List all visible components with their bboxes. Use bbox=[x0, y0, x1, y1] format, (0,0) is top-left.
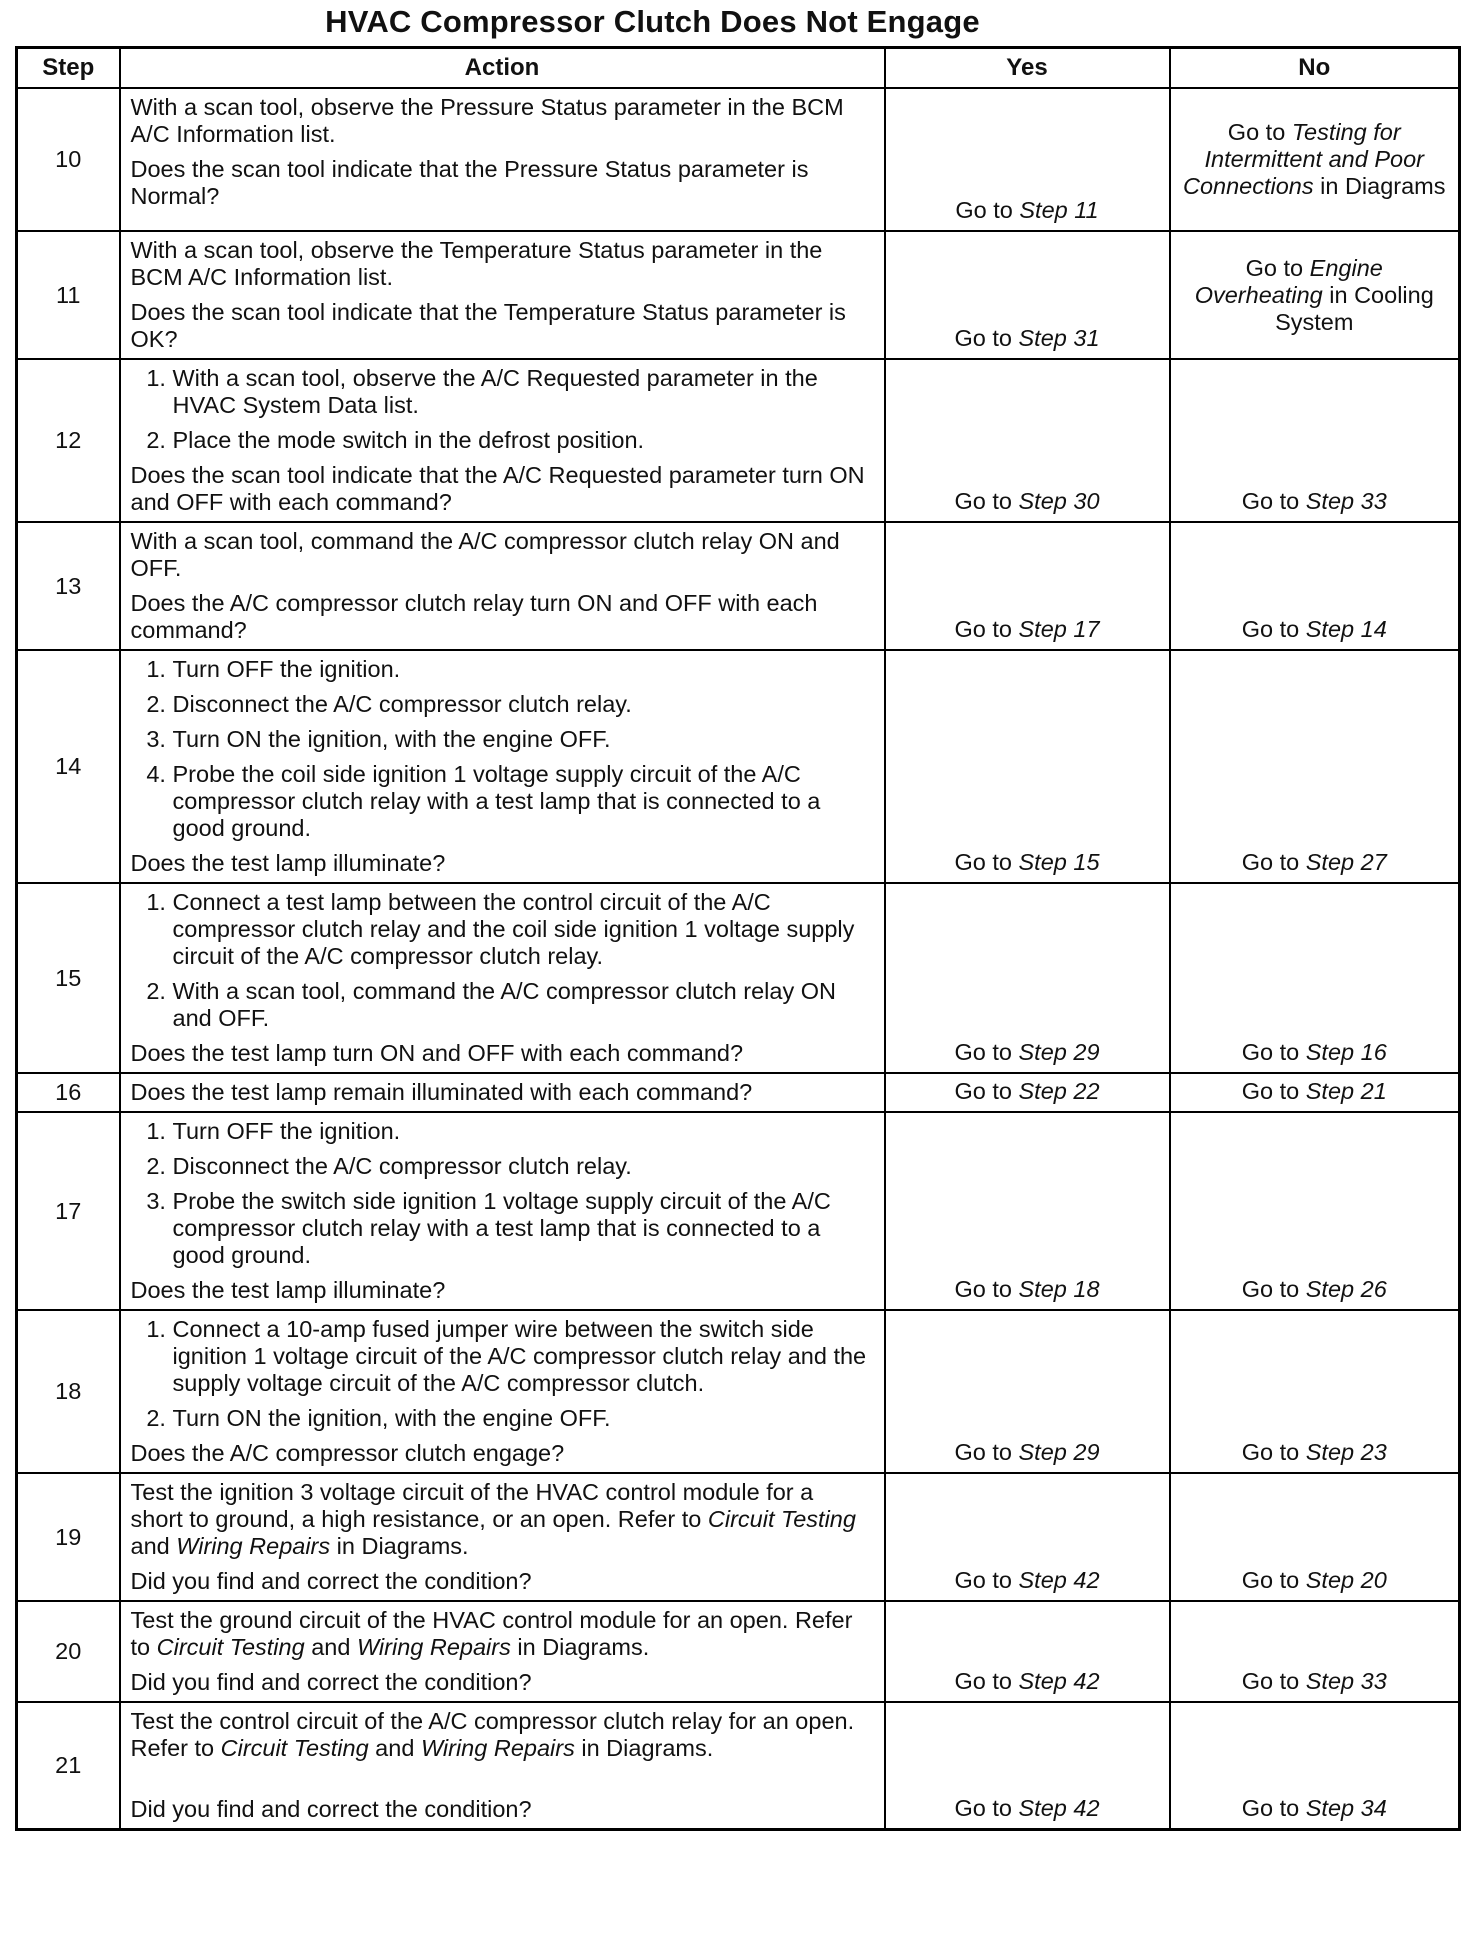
action-cell bbox=[120, 1112, 885, 1310]
go-to-text: Go to bbox=[954, 616, 1019, 642]
action-step-item: 3. Turn ON the ignition, with the engine OFF. bbox=[173, 726, 872, 753]
table-row bbox=[17, 883, 1460, 1073]
step-reference: Step 34 bbox=[1305, 1795, 1387, 1821]
table-row bbox=[17, 522, 1460, 650]
action-instruction bbox=[131, 1607, 872, 1661]
go-to-text: Go to bbox=[954, 1567, 1019, 1593]
go-to-text: Go to bbox=[1227, 119, 1292, 145]
go-to-text: Go to bbox=[954, 849, 1019, 875]
go-to-text: Go to bbox=[954, 1668, 1019, 1694]
action-question: Does the test lamp illuminate? bbox=[130, 1277, 446, 1303]
text-run: in Diagrams. bbox=[330, 1533, 469, 1559]
text-run: in Diagrams. bbox=[574, 1735, 714, 1761]
no-result bbox=[1170, 88, 1460, 231]
action-question: Did you find and correct the condition? bbox=[130, 1568, 532, 1594]
go-to-text: Go to bbox=[955, 197, 1020, 223]
action-cell bbox=[120, 522, 885, 650]
action-cell bbox=[120, 88, 885, 231]
text-run: in Diagrams. bbox=[510, 1634, 650, 1660]
action-steps-list bbox=[131, 1118, 872, 1269]
go-to-text: Go to bbox=[1241, 616, 1306, 642]
table-row bbox=[17, 1112, 1460, 1310]
action-step-item: 1. Turn OFF the ignition. bbox=[173, 656, 872, 683]
page-title: HVAC Compressor Clutch Does Not Engage bbox=[325, 4, 980, 39]
go-to-text: Go to bbox=[1241, 1276, 1306, 1302]
go-to-text: Go to bbox=[1241, 1795, 1306, 1821]
reference-text: Wiring Repairs bbox=[420, 1735, 575, 1761]
no-result bbox=[1170, 1601, 1460, 1702]
yes-result bbox=[885, 1702, 1170, 1830]
diagnostic-table bbox=[15, 46, 1461, 1831]
action-cell bbox=[120, 1473, 885, 1601]
step-number: 10 bbox=[17, 88, 120, 231]
header-action: Action bbox=[120, 48, 885, 89]
step-reference: Step 22 bbox=[1018, 1078, 1100, 1104]
action-step-item: 2. Place the mode switch in the defrost position. bbox=[173, 427, 872, 454]
step-number: 21 bbox=[17, 1702, 120, 1830]
step-reference: Step 29 bbox=[1018, 1439, 1100, 1465]
go-to-text: Go to bbox=[954, 325, 1019, 351]
action-question: Did you find and correct the condition? bbox=[130, 1669, 532, 1695]
text-run: and bbox=[368, 1735, 421, 1761]
action-question: Does the test lamp remain illuminated with each command? bbox=[130, 1079, 753, 1105]
step-reference: Step 14 bbox=[1305, 616, 1387, 642]
yes-result bbox=[885, 883, 1170, 1073]
step-reference: Step 21 bbox=[1305, 1078, 1387, 1104]
action-instruction: With a scan tool, command the A/C compressor clutch relay ON and OFF. bbox=[130, 528, 840, 581]
no-result bbox=[1170, 522, 1460, 650]
action-cell bbox=[120, 1601, 885, 1702]
action-step-item: 2. Disconnect the A/C compressor clutch relay. bbox=[173, 1153, 872, 1180]
yes-result bbox=[885, 1601, 1170, 1702]
action-instruction: With a scan tool, observe the Pressure Status parameter in the BCM A/C Information list. bbox=[130, 94, 844, 147]
action-cell bbox=[120, 1310, 885, 1473]
table-row bbox=[17, 650, 1460, 883]
step-reference: Step 30 bbox=[1018, 488, 1100, 514]
no-result bbox=[1170, 231, 1460, 359]
step-reference: Step 11 bbox=[1019, 197, 1099, 223]
action-instruction: With a scan tool, observe the Temperature Status parameter in the BCM A/C Information list. bbox=[130, 237, 823, 290]
reference-text: Circuit Testing bbox=[220, 1735, 369, 1761]
step-reference: Step 26 bbox=[1305, 1276, 1387, 1302]
action-step-item: 2. Disconnect the A/C compressor clutch relay. bbox=[173, 691, 872, 718]
yes-result bbox=[885, 1310, 1170, 1473]
action-step-item: 1. With a scan tool, observe the A/C Requested parameter in the HVAC System Data list. bbox=[173, 365, 872, 419]
no-result bbox=[1170, 650, 1460, 883]
action-step-item: 1. Turn OFF the ignition. bbox=[173, 1118, 872, 1145]
action-cell bbox=[120, 650, 885, 883]
step-number: 11 bbox=[17, 231, 120, 359]
go-to-text: Go to bbox=[1241, 488, 1306, 514]
action-question: Does the scan tool indicate that the Pressure Status parameter is Normal? bbox=[130, 156, 809, 209]
step-reference: Step 16 bbox=[1305, 1039, 1387, 1065]
action-question: Does the scan tool indicate that the Temperature Status parameter is OK? bbox=[130, 299, 846, 352]
reference-text: Wiring Repairs bbox=[356, 1634, 511, 1660]
table-row bbox=[17, 1601, 1460, 1702]
go-to-text: Go to bbox=[1241, 1039, 1306, 1065]
go-to-text: Go to bbox=[1241, 1567, 1306, 1593]
yes-result bbox=[885, 522, 1170, 650]
step-number: 12 bbox=[17, 359, 120, 522]
action-question: Does the A/C compressor clutch relay turn ON and OFF with each command? bbox=[130, 590, 818, 643]
go-to-text: Go to bbox=[1241, 1078, 1306, 1104]
text-run: in Diagrams bbox=[1313, 173, 1446, 199]
go-to-text: Go to bbox=[1241, 1668, 1306, 1694]
yes-result bbox=[885, 1073, 1170, 1112]
action-cell bbox=[120, 1702, 885, 1830]
go-to-text: Go to bbox=[1241, 849, 1306, 875]
action-steps-list bbox=[131, 889, 872, 1032]
action-cell bbox=[120, 1073, 885, 1112]
action-cell bbox=[120, 359, 885, 522]
table-row bbox=[17, 1702, 1460, 1830]
table-row bbox=[17, 1073, 1460, 1112]
go-to-text: Go to bbox=[954, 1276, 1019, 1302]
yes-result bbox=[885, 359, 1170, 522]
action-question: Does the test lamp turn ON and OFF with each command? bbox=[130, 1040, 744, 1066]
go-to-text: Go to bbox=[954, 1078, 1019, 1104]
table-row bbox=[17, 359, 1460, 522]
action-step-item: 2. With a scan tool, command the A/C compressor clutch relay ON and OFF. bbox=[173, 978, 872, 1032]
action-question: Does the scan tool indicate that the A/C Requested parameter turn ON and OFF with each command? bbox=[130, 462, 865, 515]
action-question: Does the test lamp illuminate? bbox=[130, 850, 446, 876]
no-result bbox=[1170, 1112, 1460, 1310]
step-reference: Step 27 bbox=[1305, 849, 1387, 875]
step-number: 14 bbox=[17, 650, 120, 883]
text-run: and bbox=[304, 1634, 357, 1660]
header-no: No bbox=[1170, 48, 1460, 89]
yes-result bbox=[885, 1112, 1170, 1310]
table-row bbox=[17, 1473, 1460, 1601]
header-step: Step bbox=[17, 48, 120, 89]
step-reference: Step 31 bbox=[1018, 325, 1100, 351]
table-row bbox=[17, 88, 1460, 231]
reference-text: Circuit Testing bbox=[707, 1506, 856, 1532]
step-reference: Step 18 bbox=[1018, 1276, 1100, 1302]
step-reference: Step 20 bbox=[1305, 1567, 1387, 1593]
step-reference: Step 33 bbox=[1305, 1668, 1387, 1694]
go-to-text: Go to bbox=[1241, 1439, 1306, 1465]
no-result bbox=[1170, 1073, 1460, 1112]
step-reference: Step 42 bbox=[1018, 1668, 1100, 1694]
step-number: 17 bbox=[17, 1112, 120, 1310]
reference-text: Engine Overheating bbox=[1194, 254, 1383, 308]
yes-result bbox=[885, 88, 1170, 231]
no-result bbox=[1170, 883, 1460, 1073]
yes-result bbox=[885, 231, 1170, 359]
no-result bbox=[1170, 1702, 1460, 1830]
step-number: 18 bbox=[17, 1310, 120, 1473]
table-header-row bbox=[17, 48, 1460, 89]
text-run: in Cooling System bbox=[1275, 281, 1434, 335]
go-to-text: Go to bbox=[1245, 254, 1310, 281]
step-reference: Step 23 bbox=[1305, 1439, 1387, 1465]
step-number: 16 bbox=[17, 1073, 120, 1112]
text-run: Test the ignition 3 voltage circuit of the HVAC control module for a short to ground, a high resistance, or an open. Refer to bbox=[130, 1479, 814, 1532]
action-step-item: 3. Probe the switch side ignition 1 voltage supply circuit of the A/C compressor clutch relay with a test lamp that is connected to a good ground. bbox=[173, 1188, 872, 1269]
no-result bbox=[1170, 359, 1460, 522]
step-number: 13 bbox=[17, 522, 120, 650]
step-reference: Step 42 bbox=[1018, 1795, 1100, 1821]
action-step-item: 2. Turn ON the ignition, with the engine OFF. bbox=[173, 1405, 872, 1432]
step-number: 20 bbox=[17, 1601, 120, 1702]
table-row bbox=[17, 1310, 1460, 1473]
action-steps-list bbox=[131, 656, 872, 842]
reference-text: Wiring Repairs bbox=[176, 1533, 331, 1559]
step-reference: Step 42 bbox=[1018, 1567, 1100, 1593]
step-number: 15 bbox=[17, 883, 120, 1073]
go-to-text: Go to bbox=[954, 1039, 1019, 1065]
action-step-item: 1. Connect a 10-amp fused jumper wire between the switch side ignition 1 voltage circuit of the A/C compressor clutch relay and the supply voltage circuit of the A/C compressor clutch. bbox=[173, 1316, 872, 1397]
action-step-item: 4. Probe the coil side ignition 1 voltage supply circuit of the A/C compressor clutch relay with a test lamp that is connected to a good ground. bbox=[173, 761, 872, 842]
table-row bbox=[17, 231, 1460, 359]
header-yes: Yes bbox=[885, 48, 1170, 89]
action-instruction bbox=[131, 1479, 872, 1560]
action-question: Did you find and correct the condition? bbox=[130, 1796, 532, 1822]
reference-text: Testing for Intermittent and Poor Connections bbox=[1182, 119, 1424, 199]
reference-text: Circuit Testing bbox=[156, 1634, 305, 1660]
step-reference: Step 17 bbox=[1018, 616, 1100, 642]
go-to-text: Go to bbox=[954, 488, 1019, 514]
text-run: Test the ground circuit of the HVAC control module for an open. Refer to bbox=[130, 1607, 853, 1660]
step-number: 19 bbox=[17, 1473, 120, 1601]
action-cell bbox=[120, 231, 885, 359]
go-to-text: Go to bbox=[954, 1795, 1019, 1821]
action-step-item: 1. Connect a test lamp between the control circuit of the A/C compressor clutch relay and the coil side ignition 1 voltage supply circuit of the A/C compressor clutch relay. bbox=[173, 889, 872, 970]
step-reference: Step 33 bbox=[1305, 488, 1387, 514]
action-question: Does the A/C compressor clutch engage? bbox=[130, 1440, 565, 1466]
no-result bbox=[1170, 1473, 1460, 1601]
no-result bbox=[1170, 1310, 1460, 1473]
text-run: and bbox=[130, 1533, 177, 1559]
text-run: Test the control circuit of the A/C compressor clutch relay for an open. Refer to bbox=[130, 1708, 855, 1761]
action-steps-list bbox=[131, 1316, 872, 1432]
action-instruction bbox=[131, 1708, 872, 1762]
yes-result bbox=[885, 650, 1170, 883]
go-to-text: Go to bbox=[954, 1439, 1019, 1465]
action-steps-list bbox=[131, 365, 872, 454]
step-reference: Step 29 bbox=[1018, 1039, 1100, 1065]
action-cell bbox=[120, 883, 885, 1073]
step-reference: Step 15 bbox=[1018, 849, 1100, 875]
yes-result bbox=[885, 1473, 1170, 1601]
